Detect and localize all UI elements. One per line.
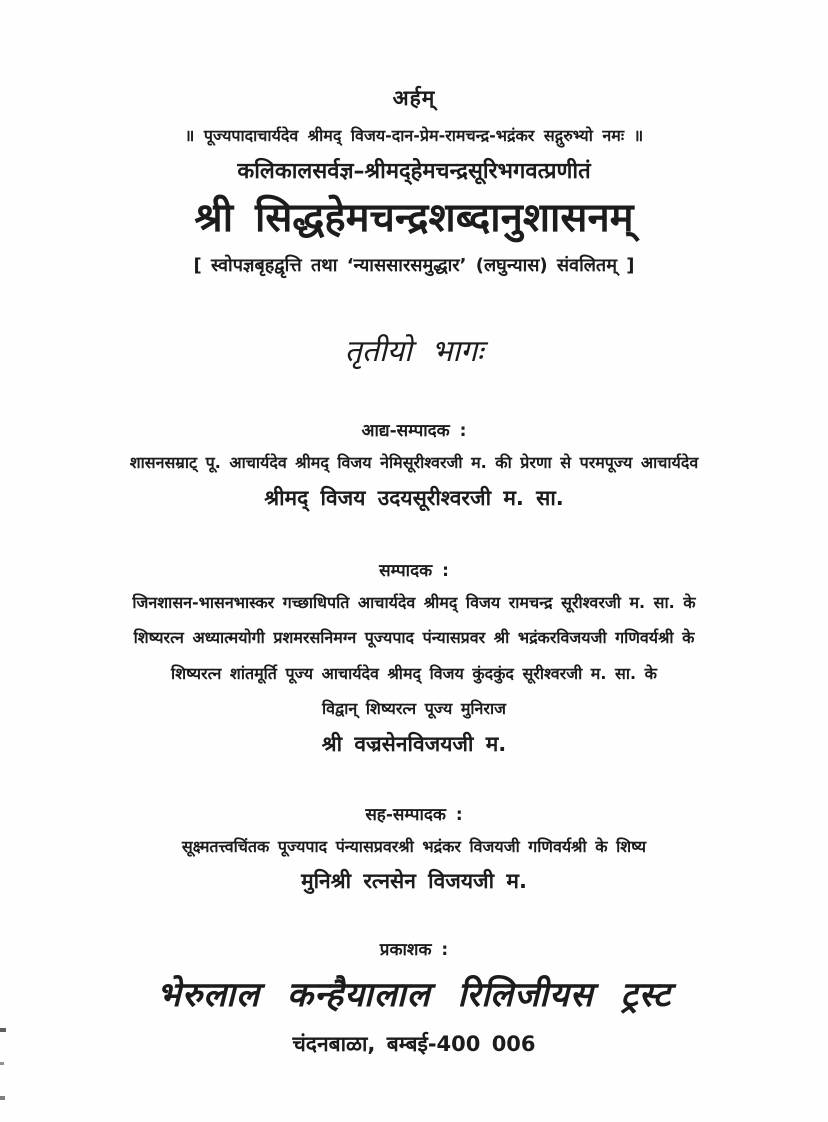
- section-first-editor: [0, 418, 828, 512]
- editor-description-line: शिष्यरत्न शांतमूर्ति पूज्य आचार्यदेव श्रीमद् विजय कुंदकुंद सूरीश्वरजी म. सा. के: [171, 663, 657, 683]
- co-editor-description: सूक्ष्मतत्त्वचिंतक पूज्यपाद पंन्यासप्रवरश्री भद्रंकर विजयजी गणिवर्यश्री के शिष्य: [181, 836, 647, 856]
- volume-label: तृतीयो भागः: [344, 334, 484, 369]
- publisher-address: चंदनबाळा, बम्बई-400 006: [292, 1032, 536, 1057]
- section-co-editor: [0, 802, 828, 896]
- first-editor-heading: आद्य-सम्पादक :: [361, 421, 467, 441]
- editor-description-line: विद्वान् शिष्यरत्न पूज्य मुनिराज: [322, 699, 506, 719]
- scan-artifact: [0, 1028, 6, 1032]
- salutation-line: ॥ पूज्यपादाचार्यदेव श्रीमद् विजय-दान-प्रेम-रामचन्द्र-भद्रंकर सद्गुरुभ्यो नमः ॥: [184, 126, 644, 145]
- editor-description-line: शिष्यरत्न अध्यात्मयोगी प्रशमरसनिमग्न पूज्यपाद पंन्यासप्रवर श्री भद्रंकरविजयजी गणिवर्यश्री के: [133, 628, 695, 648]
- editor-name: श्री वज्रसेनविजयजी म.: [321, 731, 507, 756]
- section-editor: [0, 558, 828, 758]
- co-editor-name: मुनिश्री रत्नसेन विजयजी म.: [301, 869, 527, 894]
- editor-heading: सम्पादक :: [379, 560, 449, 581]
- publisher-name: भेरुलाल कन्हैयालाल रिलिजीयस ट्रस्ट: [156, 975, 672, 1016]
- scan-artifact: [0, 1062, 4, 1065]
- co-editor-heading: सह-सम्पादक :: [365, 804, 463, 825]
- book-subtitle: [ स्वोपज्ञबृहद्वृत्ति तथा ‘न्याससारसमुद्धार’ (लघुन्यास) संवलितम् ]: [193, 255, 635, 276]
- publisher-heading: प्रकाशक :: [379, 940, 449, 961]
- first-editor-description: शासनसम्राट् पू. आचार्यदेव श्रीमद् विजय नेमिसूरीश्वरजी म. की प्रेरणा से परमपूज्य आचार्यदेव: [129, 453, 699, 472]
- author-attribution-line: कलिकालसर्वज्ञ–श्रीमद्हेमचन्द्रसूरिभगवत्प्रणीतं: [237, 159, 591, 184]
- invocation-text: अर्हम्: [392, 86, 436, 110]
- scan-artifact: [0, 1096, 5, 1100]
- editor-description-line: जिनशासन-भासनभास्कर गच्छाधिपति आचार्यदेव श्रीमद् विजय रामचन्द्र सूरीश्वरजी म. सा. के: [132, 592, 696, 612]
- book-title: श्री सिद्धहेमचन्द्रशब्दानुशासनम्: [194, 195, 634, 241]
- section-publisher: [0, 937, 828, 1058]
- first-editor-name: श्रीमद् विजय उदयसूरीश्वरजी म. सा.: [264, 485, 564, 510]
